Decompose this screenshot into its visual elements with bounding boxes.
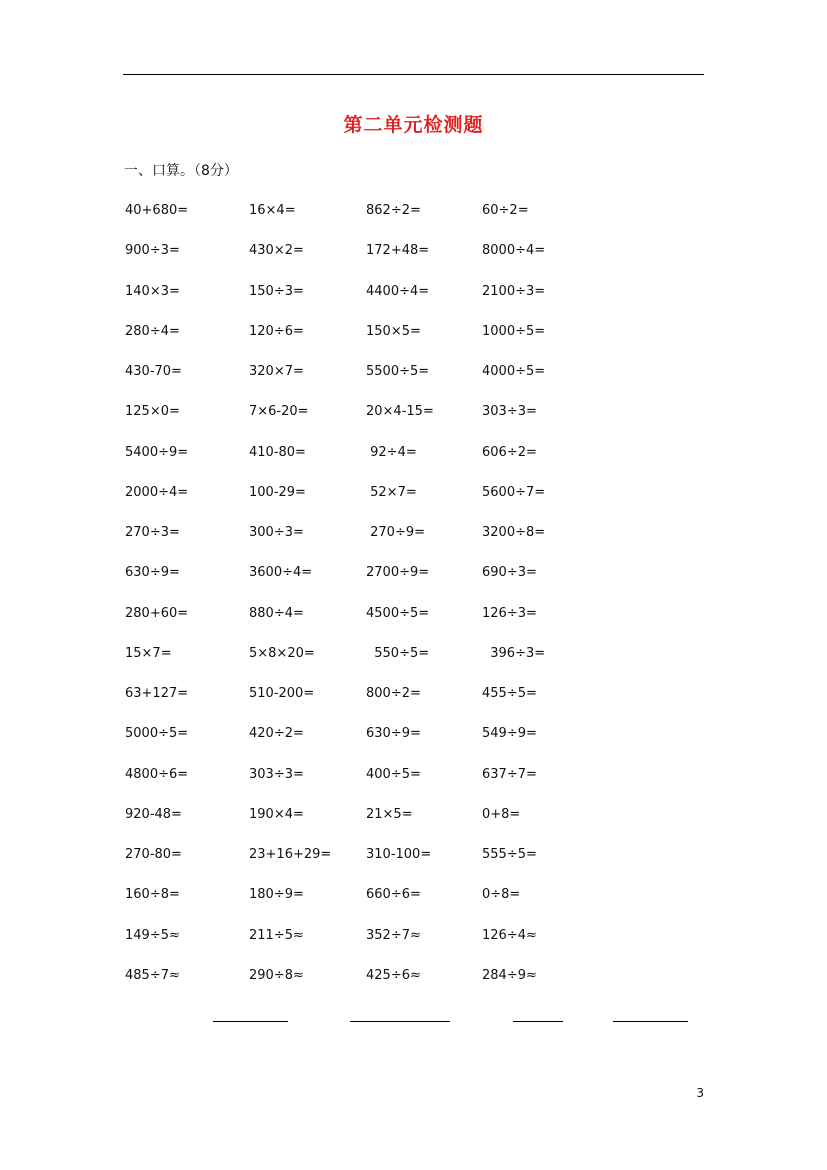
problem-item: 60÷2=	[482, 203, 529, 218]
page-number: 3	[696, 1086, 704, 1100]
problem-item: 284÷9≈	[482, 968, 537, 983]
problem-item: 63+127=	[125, 686, 189, 701]
problem-item: 510-200=	[249, 686, 315, 701]
problem-item: 800÷2=	[366, 686, 421, 701]
problem-item: 125×0=	[125, 404, 180, 419]
problem-item: 4000÷5=	[482, 364, 546, 379]
problem-item: 880÷4=	[249, 606, 304, 621]
problem-item: 8000÷4=	[482, 243, 546, 258]
problem-item: 310-100=	[366, 847, 432, 862]
problem-item: 485÷7≈	[125, 968, 180, 983]
problem-item: 270-80=	[125, 847, 182, 862]
problem-item: 0÷8=	[482, 887, 521, 902]
problem-item: 5600÷7=	[482, 485, 546, 500]
problem-item: 23+16+29=	[249, 847, 332, 862]
problem-item: 430×2=	[249, 243, 304, 258]
problem-item: 396÷3=	[482, 646, 546, 661]
problem-item: 352÷7≈	[366, 928, 421, 943]
problem-item: 160÷8=	[125, 887, 180, 902]
problem-item: 425÷6≈	[366, 968, 421, 983]
problem-item: 660÷6=	[366, 887, 421, 902]
problem-item: 126÷3=	[482, 606, 537, 621]
problem-item: 15×7=	[125, 646, 172, 661]
problem-item: 211÷5≈	[249, 928, 304, 943]
problem-item: 5×8×20=	[249, 646, 315, 661]
problem-item: 2000÷4=	[125, 485, 189, 500]
problem-item: 690÷3=	[482, 565, 537, 580]
problem-item: 7×6-20=	[249, 404, 309, 419]
problem-item: 5400÷9=	[125, 445, 189, 460]
problem-item: 190×4=	[249, 807, 304, 822]
problem-item: 303÷3=	[249, 767, 304, 782]
answer-line	[613, 1021, 688, 1022]
problem-item: 126÷4≈	[482, 928, 537, 943]
problem-item: 2700÷9=	[366, 565, 430, 580]
problem-item: 550÷5=	[366, 646, 430, 661]
problem-item: 303÷3=	[482, 404, 537, 419]
problem-item: 606÷2=	[482, 445, 537, 460]
problem-item: 920-48=	[125, 807, 182, 822]
answer-line	[350, 1021, 450, 1022]
page-title: 第二单元检测题	[343, 114, 484, 136]
problem-item: 150×5=	[366, 324, 421, 339]
problem-item: 637÷7=	[482, 767, 537, 782]
problem-item: 1000÷5=	[482, 324, 546, 339]
problem-item: 3200÷8=	[482, 525, 546, 540]
problem-item: 3600÷4=	[249, 565, 313, 580]
problem-item: 549÷9=	[482, 726, 537, 741]
problem-item: 4800÷6=	[125, 767, 189, 782]
problem-item: 150÷3=	[249, 284, 304, 299]
problem-item: 410-80=	[249, 445, 306, 460]
problem-item: 4400÷4=	[366, 284, 430, 299]
problem-item: 16×4=	[249, 203, 296, 218]
problem-item: 320×7=	[249, 364, 304, 379]
problem-item: 290÷8≈	[249, 968, 304, 983]
problem-item: 300÷3=	[249, 525, 304, 540]
problem-item: 455÷5=	[482, 686, 537, 701]
problem-item: 555÷5=	[482, 847, 537, 862]
problem-item: 4500÷5=	[366, 606, 430, 621]
problem-item: 630÷9=	[125, 565, 180, 580]
problem-item: 270÷3=	[125, 525, 180, 540]
problem-item: 140×3=	[125, 284, 180, 299]
problem-item: 270÷9=	[366, 525, 426, 540]
problem-item: 21×5=	[366, 807, 413, 822]
problem-item: 2100÷3=	[482, 284, 546, 299]
problem-item: 280÷4=	[125, 324, 180, 339]
problem-item: 120÷6=	[249, 324, 304, 339]
problem-item: 0+8=	[482, 807, 521, 822]
problem-item: 280+60=	[125, 606, 189, 621]
problem-item: 420÷2=	[249, 726, 304, 741]
section-heading: 一、口算。（8分）	[124, 163, 238, 179]
problem-item: 149÷5≈	[125, 928, 180, 943]
problem-item: 630÷9=	[366, 726, 421, 741]
answer-line	[513, 1021, 563, 1022]
answer-line	[213, 1021, 288, 1022]
problem-item: 92÷4=	[366, 445, 417, 460]
problem-item: 40+680=	[125, 203, 189, 218]
problem-item: 180÷9=	[249, 887, 304, 902]
problem-item: 400÷5=	[366, 767, 421, 782]
problem-item: 5000÷5=	[125, 726, 189, 741]
problem-item: 52×7=	[366, 485, 417, 500]
problem-item: 5500÷5=	[366, 364, 430, 379]
problem-item: 900÷3=	[125, 243, 180, 258]
problem-item: 862÷2=	[366, 203, 421, 218]
problem-item: 172+48=	[366, 243, 430, 258]
problem-item: 430-70=	[125, 364, 182, 379]
problem-item: 20×4-15=	[366, 404, 434, 419]
problem-item: 100-29=	[249, 485, 306, 500]
